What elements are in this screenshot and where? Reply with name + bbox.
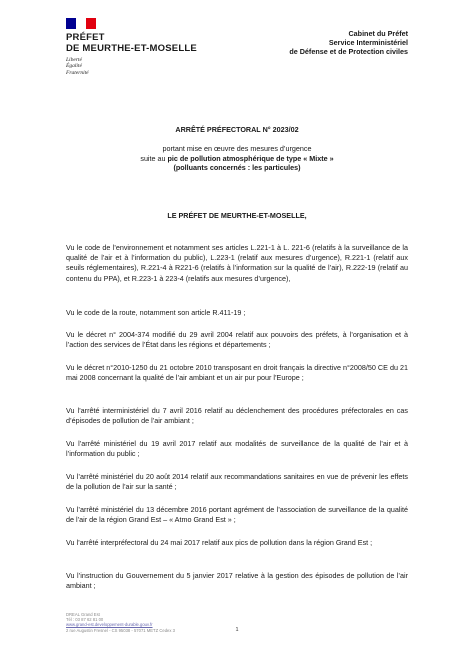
cabinet-line1: Cabinet du Préfet	[348, 29, 408, 38]
subtitle-line2-bold: pic de pollution atmosphérique de type « Mixte »	[167, 153, 334, 163]
footer-website-link[interactable]: www.grand-est.developpement-durable.gouv.fr	[66, 622, 153, 628]
motto-fraternite: Fraternité	[66, 69, 89, 76]
authority-heading: LE PRÉFET DE MEURTHE-ET-MOSELLE,	[167, 211, 307, 220]
consideration-paragraph: Vu le code de la route, notamment son article R.411-19 ;	[66, 308, 246, 317]
prefecture-logo	[66, 32, 197, 76]
subtitle-line2	[0, 154, 474, 164]
consideration-paragraph: Vu le décret n°2010-1250 du 21 octobre 2010 transposant en droit français la directive n°2008/50 CE du 21 mai 2008 concernant la qualité de l’air ambiant et un air pur pour l’Europe ;	[66, 363, 408, 383]
flag-band-red	[86, 18, 96, 29]
subtitle-line3: (polluants concernés : les particules)	[173, 163, 301, 173]
republic-motto	[66, 57, 197, 76]
issuing-service	[289, 29, 408, 57]
document-title: ARRÊTÉ PRÉFECTORAL N° 2023/02	[175, 125, 299, 134]
marianne-flag-icon	[66, 18, 96, 29]
document-subtitle	[0, 144, 474, 173]
consideration-paragraph: Vu l’arrêté interpréfectoral du 24 mai 2017 relatif aux pics de pollution dans la région Grand Est ;	[66, 538, 373, 547]
cabinet-line3: de Défense et de Protection civiles	[289, 47, 408, 57]
consideration-paragraph: Vu le décret n° 2004-374 modifié du 29 avril 2004 relatif aux pouvoirs des préfets, à l’organisation et à l’action des services de l’État dans les régions et départements ;	[66, 330, 408, 350]
consideration-paragraph: Vu l’arrêté ministériel du 20 août 2014 relatif aux recommandations sanitaires en vue de prévenir les effets de la pollution de l’air sur la santé ;	[66, 472, 408, 492]
consideration-paragraph: Vu l’instruction du Gouvernement du 5 janvier 2017 relative à la gestion des épisodes de pollution de l’air ambiant ;	[66, 571, 408, 591]
consideration-paragraph: Vu l’arrêté ministériel du 13 décembre 2016 portant agrément de l’association de surveillance de la qualité de l’air de la région Grand Est – « Atmo Grand Est » ;	[66, 505, 408, 525]
subtitle-line1: portant mise en œuvre des mesures d’urgence	[162, 144, 312, 153]
cabinet-line2: Service Interministériel	[328, 38, 408, 48]
flag-band-blue	[66, 18, 76, 29]
prefet-line2: DE MEURTHE-ET-MOSELLE	[66, 43, 197, 54]
motto-egalite: Égalité	[66, 63, 82, 70]
flag-band-white	[76, 18, 86, 29]
consideration-paragraph: Vu l’arrêté interministériel du 7 avril 2016 relatif au déclenchement des procédures préfectorales en cas d’épisodes de pollution de l’air ambiant ;	[66, 406, 408, 426]
subtitle-line2-plain: suite au	[140, 153, 168, 163]
footer-address: 2 rue Augustin Fresnel - CS 95038 - 57071 METZ Cedex 3	[66, 627, 175, 633]
consideration-paragraph: Vu l’arrêté ministériel du 19 avril 2017 relatif aux modalités de surveillance de la qualité de l’air et à l’information du public ;	[66, 439, 408, 459]
footer-phone: Tél : 03 87 62 81 00	[66, 617, 104, 623]
consideration-paragraph: Vu le code de l’environnement et notamment ses articles L.221-1 à L. 221-6 (relatifs à la surveillance de la qualité de l’air et à l’information du public), L.223-1 (relatif aux mesures d’urgence), R.221-1 (relatif aux seuils réglementaires), R.221-4 à R221-6 (relatifs à l’information sur la qualité de l’air), R.222-19 (relatif au contenu du PPA), et R.223-1 à 223-4 (relatifs aux mesures d’urgence),	[66, 243, 408, 283]
prefet-line1: PRÉFET	[66, 32, 105, 43]
footer-org: DREAL Grand Est	[66, 612, 100, 617]
page-number: 1	[235, 627, 239, 633]
motto-liberte: Liberté	[66, 57, 82, 63]
